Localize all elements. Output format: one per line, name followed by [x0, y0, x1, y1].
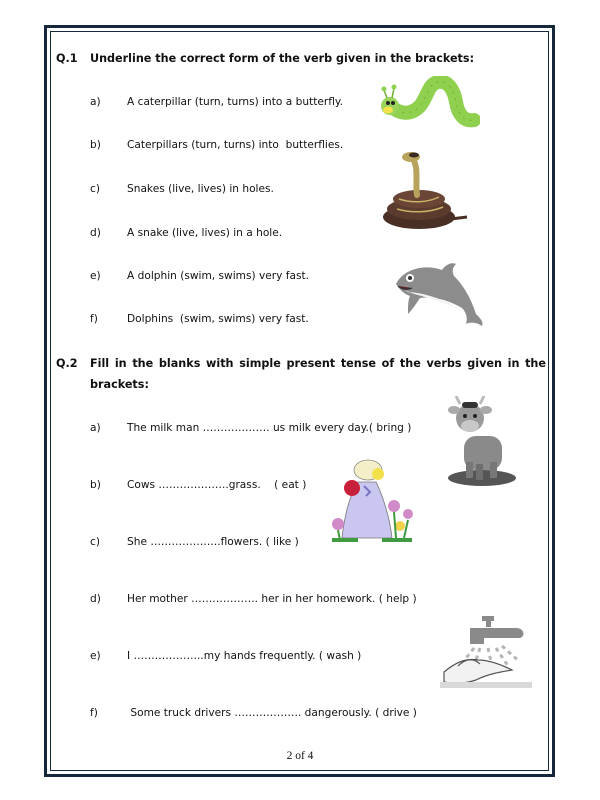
item-text: Her mother ………………. her in her homework. ( help )	[127, 593, 417, 605]
item-label: b)	[90, 139, 101, 151]
hand-washing-icon	[440, 610, 532, 690]
item-text: Dolphins (swim, swims) very fast.	[127, 313, 309, 325]
q1-item-e	[90, 269, 310, 311]
q1-number: Q.1	[56, 52, 78, 65]
q1-heading	[56, 48, 546, 69]
item-label: d)	[90, 593, 101, 605]
item-text: Cows ………………..grass. ( eat )	[127, 479, 307, 491]
dolphin-icon	[390, 256, 485, 331]
item-label: e)	[90, 650, 101, 662]
q1-item-c	[90, 182, 274, 224]
q1-item-a	[90, 95, 344, 137]
q2-heading	[56, 353, 546, 395]
item-text: Some truck drivers ………………. dangerously. ( drive )	[127, 707, 417, 719]
snake-icon	[381, 147, 471, 232]
page-number: 2 of 4	[286, 750, 314, 762]
item-text: The milk man ………………. us milk every day.( bring )	[127, 422, 412, 434]
q1-instruction: Underline the correct form of the verb given in the brackets:	[90, 52, 475, 65]
girl-with-flowers-icon	[328, 458, 420, 544]
q2-number: Q.2	[56, 357, 78, 370]
item-text: I ………………..my hands frequently. ( wash )	[127, 650, 362, 662]
item-text: Caterpillars (turn, turns) into butterflies.	[127, 139, 344, 151]
item-label: c)	[90, 536, 100, 548]
q2-item-e	[90, 649, 362, 691]
cow-icon	[442, 396, 522, 488]
item-label: a)	[90, 422, 101, 434]
q2-item-c	[90, 535, 299, 577]
item-label: f)	[90, 313, 98, 325]
item-label: e)	[90, 270, 101, 282]
q2-item-b	[90, 478, 307, 520]
item-text: Snakes (live, lives) in holes.	[127, 183, 274, 195]
q1-item-b	[90, 138, 344, 180]
item-text: A caterpillar (turn, turns) into a butterfly.	[127, 96, 344, 108]
q1-item-f	[90, 312, 309, 354]
q2-item-f	[90, 706, 417, 748]
item-label: f)	[90, 707, 98, 719]
item-text: A snake (live, lives) in a hole.	[127, 227, 283, 239]
item-label: b)	[90, 479, 101, 491]
q1-item-d	[90, 226, 283, 268]
caterpillar-icon	[380, 76, 480, 136]
q2-item-d	[90, 592, 417, 634]
q2-item-a	[90, 421, 412, 463]
item-text: A dolphin (swim, swims) very fast.	[127, 270, 310, 282]
q2-instruction: Fill in the blanks with simple present tense of the verbs given in the brackets:	[90, 357, 546, 391]
item-text: She ………………..flowers. ( like )	[127, 536, 299, 548]
item-label: a)	[90, 96, 101, 108]
item-label: d)	[90, 227, 101, 239]
item-label: c)	[90, 183, 100, 195]
